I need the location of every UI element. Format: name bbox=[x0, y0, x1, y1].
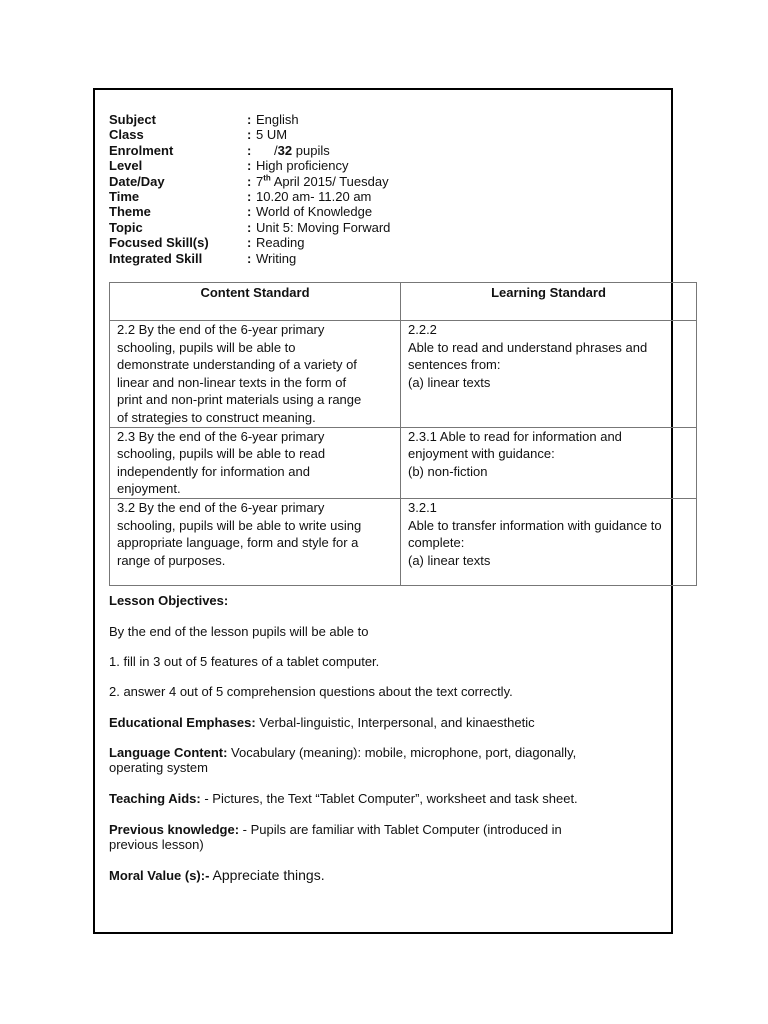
cell-line: (b) non-fiction bbox=[408, 463, 488, 479]
previous-label: Previous knowledge: bbox=[109, 822, 240, 837]
table-row bbox=[110, 427, 697, 498]
lesson-info bbox=[109, 112, 390, 266]
learning-standard-cell bbox=[401, 498, 697, 585]
cell-line: schooling, pupils will be able to bbox=[117, 339, 296, 355]
info-label: Class bbox=[109, 127, 144, 143]
info-colon: : bbox=[247, 204, 252, 220]
enrolment-suffix: pupils bbox=[292, 142, 330, 158]
date-day: 7 bbox=[256, 173, 264, 189]
info-label: Time bbox=[109, 188, 140, 204]
info-label: Theme bbox=[109, 204, 151, 220]
objectives-intro: By the end of the lesson pupils will be able to bbox=[109, 624, 369, 639]
standards-header-row bbox=[110, 283, 697, 321]
content-standard-cell bbox=[110, 498, 401, 585]
info-colon: : bbox=[247, 142, 252, 158]
cell-line: (a) linear texts bbox=[408, 552, 491, 568]
cell-line: 2.2.2 bbox=[408, 322, 437, 337]
language-text: Vocabulary (meaning): mobile, microphone, port, diagonally, bbox=[227, 745, 577, 760]
info-colon: : bbox=[247, 112, 252, 127]
info-row-level bbox=[109, 158, 390, 173]
info-row-theme bbox=[109, 204, 390, 219]
info-label: Date/Day bbox=[109, 173, 165, 189]
enrolment-prefix: / bbox=[256, 142, 278, 158]
aids-text: - Pictures, the Text “Tablet Computer”, worksheet and task sheet. bbox=[200, 791, 578, 806]
cell-line: (a) linear texts bbox=[408, 374, 491, 390]
cell-line: enjoyment with guidance: bbox=[408, 446, 555, 462]
info-row-enrolment bbox=[109, 143, 390, 158]
previous-knowledge bbox=[109, 822, 629, 853]
info-value: Unit 5: Moving Forward bbox=[256, 219, 391, 235]
info-colon: : bbox=[247, 250, 252, 266]
info-colon: : bbox=[247, 173, 252, 189]
cell-line: sentences from: bbox=[408, 357, 501, 373]
info-colon: : bbox=[247, 127, 252, 143]
enrolment-count: 32 bbox=[277, 142, 293, 158]
info-row-class bbox=[109, 127, 390, 142]
info-value: 5 UM bbox=[256, 127, 288, 143]
info-label: Topic bbox=[109, 219, 143, 235]
moral-value bbox=[109, 868, 629, 883]
info-label: Focused Skill(s) bbox=[109, 235, 209, 251]
previous-text: - Pupils are familiar with Tablet Computer (introduced in bbox=[239, 822, 562, 837]
objective-item: 1. fill in 3 out of 5 features of a tablet computer. bbox=[109, 654, 380, 669]
cell-line: schooling, pupils will be able to write using bbox=[117, 517, 362, 533]
info-value: English bbox=[256, 112, 299, 127]
language-label: Language Content: bbox=[109, 745, 228, 760]
cell-line: Able to read and understand phrases and bbox=[408, 339, 648, 355]
table-row bbox=[110, 321, 697, 428]
info-row-focused-skill bbox=[109, 235, 390, 250]
learning-standard-cell bbox=[401, 321, 697, 428]
learning-standard-header: Learning Standard bbox=[401, 283, 697, 321]
cell-line: appropriate language, form and style for a bbox=[117, 535, 359, 551]
date-rest: April 2015/ Tuesday bbox=[270, 173, 389, 189]
cell-line: linear and non-linear texts in the form of bbox=[117, 374, 347, 390]
cell-line: 2.3 By the end of the 6-year primary bbox=[117, 428, 325, 444]
info-row-time bbox=[109, 189, 390, 204]
cell-line: schooling, pupils will be able to read bbox=[117, 446, 326, 462]
emphases-text: Verbal-linguistic, Interpersonal, and kinaesthetic bbox=[255, 715, 535, 730]
objective-item: 2. answer 4 out of 5 comprehension questions about the text correctly. bbox=[109, 684, 513, 699]
info-label: Subject bbox=[109, 112, 156, 127]
info-row-integrated-skill bbox=[109, 251, 390, 266]
info-value bbox=[256, 143, 330, 158]
info-label: Level bbox=[109, 158, 143, 174]
lesson-plan-page bbox=[93, 88, 673, 934]
info-value: World of Knowledge bbox=[256, 204, 373, 220]
learning-standard-cell bbox=[401, 427, 697, 498]
cell-line: of strategies to construct meaning. bbox=[117, 409, 316, 425]
info-colon: : bbox=[247, 158, 252, 174]
info-label: Integrated Skill bbox=[109, 250, 203, 266]
language-text-cont: operating system bbox=[109, 760, 208, 776]
info-colon: : bbox=[247, 235, 252, 251]
cell-line: 3.2.1 bbox=[408, 499, 437, 515]
teaching-aids bbox=[109, 791, 629, 806]
date-suffix: th bbox=[263, 173, 271, 183]
cell-line: complete: bbox=[408, 535, 465, 551]
cell-line: print and non-print materials using a range bbox=[117, 392, 362, 408]
cell-line: enjoyment. bbox=[117, 481, 181, 497]
info-row-subject bbox=[109, 112, 390, 127]
info-colon: : bbox=[247, 188, 252, 204]
cell-line: independently for information and bbox=[117, 463, 310, 479]
standards-table bbox=[109, 282, 697, 586]
info-value: 10.20 am- 11.20 am bbox=[256, 188, 372, 204]
objectives-heading: Lesson Objectives: bbox=[109, 593, 229, 608]
educational-emphases bbox=[109, 715, 629, 730]
previous-text-cont: previous lesson) bbox=[109, 837, 204, 853]
emphases-label: Educational Emphases: bbox=[109, 715, 256, 730]
info-row-date bbox=[109, 174, 390, 189]
info-value: High proficiency bbox=[256, 158, 349, 174]
content-standard-header: Content Standard bbox=[110, 283, 401, 321]
moral-label: Moral Value (s):- bbox=[109, 868, 210, 883]
info-row-topic bbox=[109, 220, 390, 235]
cell-line: Able to transfer information with guidance to bbox=[408, 517, 662, 533]
info-value bbox=[256, 174, 389, 189]
info-label: Enrolment bbox=[109, 142, 174, 158]
info-value: Writing bbox=[256, 250, 297, 266]
moral-text: Appreciate things. bbox=[209, 867, 325, 883]
aids-label: Teaching Aids: bbox=[109, 791, 201, 806]
info-colon: : bbox=[247, 219, 252, 235]
table-row bbox=[110, 498, 697, 585]
cell-line: 3.2 By the end of the 6-year primary bbox=[117, 499, 325, 515]
info-value: Reading bbox=[256, 235, 305, 251]
cell-line: 2.3.1 Able to read for information and bbox=[408, 428, 622, 444]
content-standard-cell bbox=[110, 321, 401, 428]
language-content bbox=[109, 745, 629, 776]
cell-line: demonstrate understanding of a variety of bbox=[117, 357, 357, 373]
cell-line: 2.2 By the end of the 6-year primary bbox=[117, 322, 325, 337]
cell-line: range of purposes. bbox=[117, 552, 226, 568]
content-standard-cell bbox=[110, 427, 401, 498]
